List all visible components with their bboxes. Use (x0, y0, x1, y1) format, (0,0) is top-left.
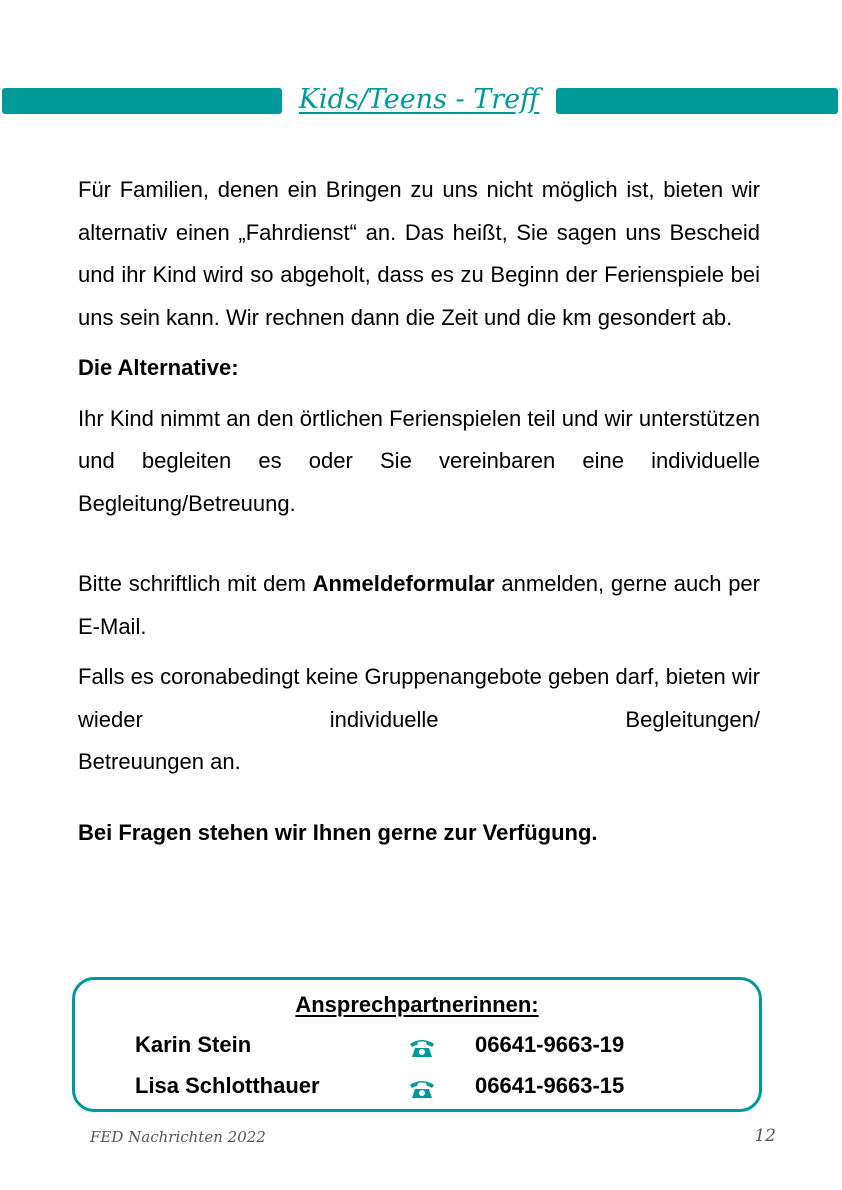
contact-phone: 06641-9663-19 (475, 1032, 625, 1057)
registration-form-label: Anmeldeformular (312, 571, 495, 596)
telephone-icon (408, 1036, 436, 1058)
telephone-icon (408, 1077, 436, 1099)
paragraph-alternative: Ihr Kind nimmt an den örtlichen Ferienspielen teil und wir unterstützen und begleiten es oder Sie vereinbaren eine individuelle Begleitung/Betreuung. (78, 405, 760, 516)
page-number: 12 (754, 1126, 776, 1146)
paragraph-registration (78, 563, 760, 648)
paragraph-corona-line1: Falls es coronabedingt keine Gruppenangebote geben darf, bieten wir wieder individuelle Begleitungen/ (78, 664, 760, 732)
main-content (78, 169, 760, 854)
contact-title: Ansprechpartnerinnen: (295, 992, 539, 1017)
header-bar-left (2, 88, 282, 114)
registration-text-start: Bitte schriftlich mit dem (78, 571, 313, 596)
subheading-alternative: Die Alternative: (78, 355, 239, 380)
paragraph-fahrdienst: Für Familien, denen ein Bringen zu uns nicht möglich ist, bieten wir alternativ einen „Fahrdienst“ an. Das heißt, Sie sagen uns Bescheid und ihr Kind wird so abgeholt, dass es zu Beginn der Ferienspiele bei uns sein kann. Wir rechnen dann die Zeit und die km gesondert ab. (78, 177, 760, 330)
header-bar-right (556, 88, 838, 114)
paragraph-corona-line2: Betreuungen an. (78, 749, 241, 774)
registration-text-end: anmelden, gerne auch per E-Mail. (78, 571, 760, 639)
contact-box (72, 977, 762, 1112)
contact-name: Karin Stein (135, 1032, 252, 1057)
closing-note: Bei Fragen stehen wir Ihnen gerne zur Verfügung. (78, 819, 598, 845)
contact-name: Lisa Schlotthauer (135, 1073, 320, 1098)
page-title: Kids/Teens - Treff (298, 84, 540, 115)
contact-phone: 06641-9663-15 (475, 1073, 625, 1098)
footer-publication: FED Nachrichten 2022 (90, 1128, 266, 1146)
